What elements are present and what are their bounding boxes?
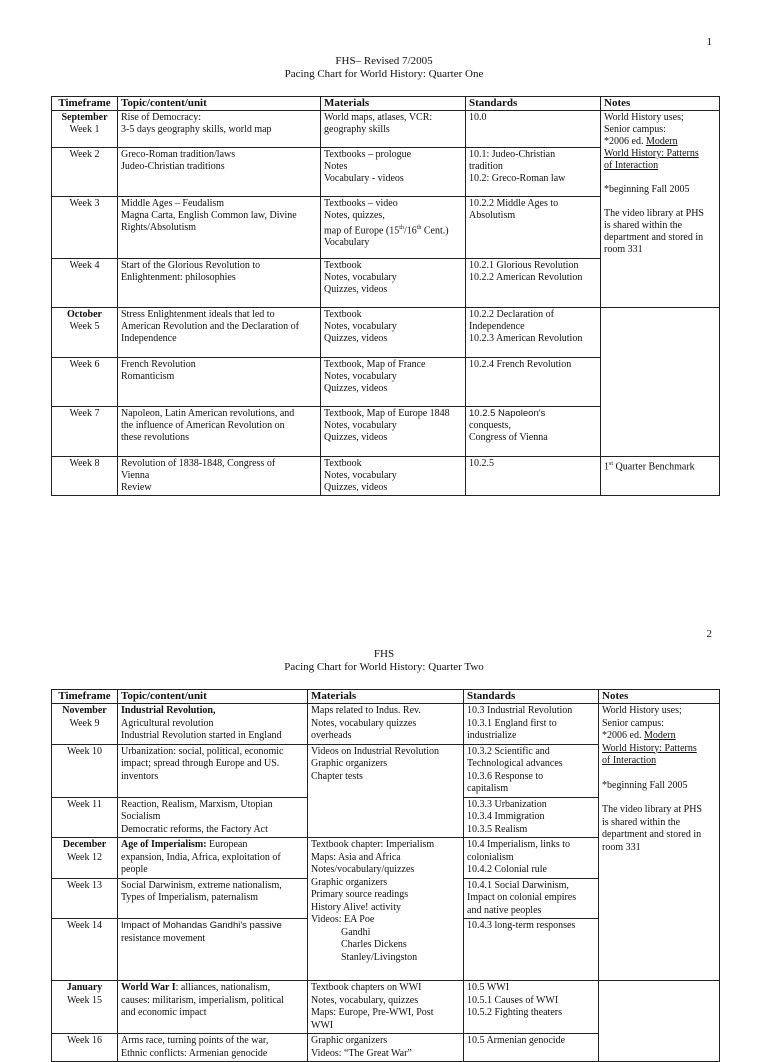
standards-line: 10.4 Imperialism, links to xyxy=(467,839,571,850)
notes-line: The video library at PHS xyxy=(602,804,702,815)
topic-text: : alliances, nationalism, xyxy=(175,982,271,993)
standards-cell xyxy=(464,797,599,838)
standards-line: conquests, xyxy=(469,420,511,431)
table-row xyxy=(52,981,720,1034)
week-label: Week 15 xyxy=(66,994,102,1006)
topic-cell xyxy=(118,704,308,745)
timeframe-cell xyxy=(52,259,118,308)
topic-line: Judeo-Christian traditions xyxy=(121,161,225,172)
topic-line: Types of Imperialism, paternalism xyxy=(121,892,259,903)
materials-line: Graphic organizers xyxy=(311,876,388,888)
topic-line xyxy=(121,982,304,995)
page-title xyxy=(0,648,768,674)
standards-line: 10.2.3 American Revolution xyxy=(469,333,583,344)
month-label: December xyxy=(62,839,107,850)
topic-cell xyxy=(118,308,321,358)
month-label: September xyxy=(61,112,108,123)
notes-line: department and stored in xyxy=(602,829,702,840)
notes-line: is shared within the xyxy=(602,816,681,828)
standards-line: colonialism xyxy=(467,851,514,863)
week-label: Week 3 xyxy=(69,198,100,209)
textbook-title: Modern xyxy=(643,730,676,741)
topic-line: causes: militarism, imperialism, political xyxy=(121,994,285,1006)
week-label: Week 14 xyxy=(66,920,102,931)
standards-cell xyxy=(464,704,599,745)
week-label: Week 2 xyxy=(69,149,100,160)
standards-line: capitalism xyxy=(467,783,509,794)
topic-line: expansion, India, Africa, exploitation of xyxy=(121,851,281,863)
textbook-title: of Interaction xyxy=(602,755,657,766)
topic-line: inventors xyxy=(121,770,159,782)
standards-line: 10.5.1 Causes of WWI xyxy=(467,994,559,1006)
table-header-row xyxy=(52,690,720,704)
week-label: Week 6 xyxy=(69,359,100,370)
week-label: Week 4 xyxy=(69,260,100,271)
standards-line: 10.2.2 American Revolution xyxy=(469,272,583,283)
materials-line: Textbook xyxy=(324,260,362,271)
standards-cell xyxy=(464,981,599,1034)
topic-line: Start of the Glorious Revolution to xyxy=(121,260,261,271)
materials-line: Quizzes, videos xyxy=(324,432,388,443)
topic-line xyxy=(121,839,304,852)
standards-line: 10.3.3 Urbanization xyxy=(467,798,547,810)
materials-line: Vocabulary - videos xyxy=(324,173,404,184)
topic-line: Napoleon, Latin American revolutions, and xyxy=(121,408,295,419)
video-title: Charles Dickens xyxy=(341,939,407,950)
notes-text: Quarter Benchmark xyxy=(613,461,695,473)
notes-text: *2006 ed. xyxy=(602,730,644,741)
superscript: st xyxy=(609,461,614,467)
topic-line: Magna Carta, English Common law, Divine xyxy=(121,210,297,221)
topic-heading: World War I xyxy=(121,982,176,993)
topic-line: people xyxy=(121,864,148,875)
textbook-title: Modern xyxy=(645,136,678,147)
standards-line: 10.2.1 Glorious Revolution xyxy=(469,260,579,271)
materials-cell xyxy=(321,358,466,407)
materials-line: World maps, atlases, VCR: xyxy=(324,112,433,123)
topic-cell xyxy=(118,259,321,308)
header-timeframe: Timeframe xyxy=(52,97,118,111)
standards-line: Congress of Vienna xyxy=(469,432,548,443)
pacing-table-q2 xyxy=(51,689,720,1062)
materials-cell xyxy=(321,259,466,308)
standards-line: industrialize xyxy=(467,730,517,741)
topic-cell xyxy=(118,1034,308,1062)
timeframe-cell xyxy=(52,838,118,879)
header-notes: Notes xyxy=(599,690,720,704)
topic-heading: Age of Imperialism: xyxy=(121,839,207,850)
notes-line: is shared within the xyxy=(604,220,683,231)
topic-cell xyxy=(118,878,308,919)
materials-cell xyxy=(321,111,466,148)
timeframe-cell xyxy=(52,197,118,259)
standards-line: 10.2.2 Declaration of xyxy=(469,309,554,320)
standards-line: 10.1: Judeo-Christian xyxy=(469,149,556,160)
standards-cell xyxy=(466,358,601,407)
materials-line: Notes, vocabulary quizzes xyxy=(311,717,417,729)
notes-line: Senior campus: xyxy=(602,717,664,729)
page-number: 1 xyxy=(706,36,712,48)
materials-line: Maps: Europe, Pre-WWI, Post xyxy=(311,1007,434,1018)
header-topic: Topic/content/unit xyxy=(118,97,321,111)
materials-line: Notes, vocabulary xyxy=(324,420,397,431)
materials-line: Textbook chapters on WWI xyxy=(311,982,422,993)
topic-cell xyxy=(118,148,321,197)
materials-line: Notes, quizzes, xyxy=(324,210,385,221)
standards-cell xyxy=(464,744,599,797)
topic-cell xyxy=(118,407,321,457)
standards-line: 10.0 xyxy=(469,112,487,123)
topic-line: French Revolution xyxy=(121,359,196,370)
materials-line: Videos on Industrial Revolution xyxy=(311,745,439,757)
page-number: 2 xyxy=(706,628,712,640)
materials-line: Videos: “The Great War” xyxy=(311,1047,412,1059)
textbook-title: of Interaction xyxy=(604,160,659,171)
standards-line: 10.2: Greco-Roman law xyxy=(469,173,566,184)
topic-line: Socialism xyxy=(121,811,161,822)
month-label: November xyxy=(62,705,107,716)
topic-cell xyxy=(118,838,308,879)
topic-cell xyxy=(118,111,321,148)
timeframe-cell xyxy=(52,878,118,919)
materials-line: Vocabulary xyxy=(324,237,370,249)
topic-line: Impact of Mohandas Gandhi's passive xyxy=(121,920,282,931)
materials-line: Notes, vocabulary, quizzes xyxy=(311,994,419,1006)
standards-cell xyxy=(466,308,601,358)
timeframe-cell xyxy=(52,407,118,457)
materials-line: Notes, vocabulary xyxy=(324,272,397,283)
standards-cell xyxy=(464,878,599,919)
standards-line: 10.3.4 Immigration xyxy=(467,811,545,822)
materials-line: Textbooks – prologue xyxy=(324,149,412,160)
topic-cell xyxy=(118,197,321,259)
standards-line: 10.3.6 Response to xyxy=(467,770,544,782)
topic-line: Agricultural revolution xyxy=(121,717,214,729)
standards-cell xyxy=(466,197,601,259)
table-header-row xyxy=(52,97,720,111)
materials-line: geography skills xyxy=(324,124,390,135)
header-topic: Topic/content/unit xyxy=(118,690,308,704)
timeframe-cell xyxy=(52,358,118,407)
textbook-title: World History: Patterns xyxy=(604,148,699,159)
header-timeframe: Timeframe xyxy=(52,690,118,704)
timeframe-cell xyxy=(52,111,118,148)
materials-cell xyxy=(308,981,464,1034)
topic-heading: Industrial Revolution, xyxy=(121,705,216,716)
notes-line: room 331 xyxy=(602,841,641,853)
superscript: th xyxy=(416,225,422,231)
standards-line: 10.2.4 French Revolution xyxy=(469,359,572,370)
week-label: Week 1 xyxy=(69,124,100,135)
notes-cell xyxy=(599,981,720,1062)
standards-line: 10.3.1 England first to xyxy=(467,717,557,729)
topic-line: Ethnic conflicts: Armenian genocide xyxy=(121,1047,268,1059)
topic-line: Reaction, Realism, Marxism, Utopian xyxy=(121,798,273,810)
benchmark-note xyxy=(604,458,716,473)
week-label: Week 9 xyxy=(69,717,100,729)
standards-line: 10.4.2 Colonial rule xyxy=(467,864,547,875)
topic-line: Review xyxy=(121,482,152,493)
standards-line: 10.3 Industrial Revolution xyxy=(467,705,573,716)
topic-line: resistance movement xyxy=(121,932,206,944)
header-standards: Standards xyxy=(464,690,599,704)
materials-cell xyxy=(321,148,466,197)
header-materials: Materials xyxy=(308,690,464,704)
topic-line: Greco-Roman tradition/laws xyxy=(121,149,236,160)
header-materials: Materials xyxy=(321,97,466,111)
timeframe-cell xyxy=(52,148,118,197)
topic-line: Industrial Revolution started in England xyxy=(121,730,282,741)
materials-text: Cent.) xyxy=(421,225,449,237)
materials-cell xyxy=(308,1034,464,1062)
materials-line: Graphic organizers xyxy=(311,758,388,769)
materials-line: Videos: EA Poe xyxy=(311,914,375,925)
header-notes: Notes xyxy=(601,97,720,111)
topic-line: Romanticism xyxy=(121,371,175,382)
topic-cell xyxy=(118,981,308,1034)
standards-cell xyxy=(466,148,601,197)
header-standards: Standards xyxy=(466,97,601,111)
notes-line: department and stored in xyxy=(604,232,704,243)
materials-line: Quizzes, videos xyxy=(324,284,388,295)
timeframe-cell xyxy=(52,981,118,1034)
topic-line: Independence xyxy=(121,333,177,344)
materials-line: WWI xyxy=(311,1019,334,1031)
standards-line: 10.2.5 xyxy=(469,458,494,469)
materials-line: Maps: Asia and Africa xyxy=(311,851,401,863)
topic-line: Middle Ages – Feudalism xyxy=(121,198,225,209)
notes-line: *beginning Fall 2005 xyxy=(602,779,688,791)
standards-line: Absolutism xyxy=(469,210,516,221)
standards-cell xyxy=(466,111,601,148)
timeframe-cell xyxy=(52,457,118,496)
materials-line: Notes xyxy=(324,161,348,172)
timeframe-cell xyxy=(52,744,118,797)
topic-line: Revolution of 1838-1848, Congress of xyxy=(121,458,276,469)
week-label: Week 7 xyxy=(69,408,100,419)
standards-line: tradition xyxy=(469,161,503,172)
materials-line: Textbook, Map of Europe 1848 xyxy=(324,408,450,419)
notes-line: *beginning Fall 2005 xyxy=(604,184,690,195)
month-label: January xyxy=(66,982,103,993)
materials-cell xyxy=(308,704,464,745)
topic-line: and economic impact xyxy=(121,1007,207,1018)
standards-cell xyxy=(466,259,601,308)
materials-line: Notes, vocabulary xyxy=(324,470,397,481)
materials-cell xyxy=(308,744,464,838)
materials-line: Textbook chapter: Imperialism xyxy=(311,839,435,850)
notes-cell xyxy=(601,111,720,308)
topic-line: Vienna xyxy=(121,470,150,481)
week-label: Week 12 xyxy=(66,851,102,863)
materials-line: History Alive! activity xyxy=(311,901,401,913)
standards-line: Impact on colonial empires xyxy=(467,892,577,903)
week-label: Week 16 xyxy=(66,1035,102,1046)
topic-line: Rise of Democracy: xyxy=(121,112,201,123)
standards-line: 10.5 Armenian genocide xyxy=(467,1035,566,1046)
week-label: Week 13 xyxy=(66,879,102,891)
materials-line xyxy=(324,222,462,237)
title-line-2: Pacing Chart for World History: Quarter One xyxy=(284,68,484,80)
table-row xyxy=(52,457,720,496)
table-row xyxy=(52,308,720,358)
materials-cell xyxy=(321,197,466,259)
notes-line: Senior campus: xyxy=(604,124,666,135)
standards-line: 10.4.1 Social Darwinism, xyxy=(467,879,569,891)
video-title: Gandhi xyxy=(341,926,371,938)
notes-text: 1 xyxy=(604,461,609,473)
standards-cell xyxy=(464,1034,599,1062)
materials-cell xyxy=(321,407,466,457)
topic-line: these revolutions xyxy=(121,432,190,443)
materials-cell xyxy=(321,308,466,358)
topic-line: Social Darwinism, extreme nationalism, xyxy=(121,879,282,891)
notes-cell xyxy=(599,704,720,981)
topic-cell xyxy=(118,358,321,407)
title-line-1: FHS xyxy=(373,648,395,660)
notes-cell xyxy=(601,457,720,496)
table-row xyxy=(52,704,720,745)
page-title xyxy=(0,55,768,81)
topic-line: Rights/Absolutism xyxy=(121,222,197,233)
materials-line: Textbook xyxy=(324,309,362,320)
standards-line: 10.3.5 Realism xyxy=(467,823,528,835)
topic-line: American Revolution and the Declaration of xyxy=(121,321,299,332)
notes-line: room 331 xyxy=(604,244,643,255)
notes-cell xyxy=(601,308,720,457)
standards-line: 10.5 WWI xyxy=(467,982,510,993)
materials-line: Quizzes, videos xyxy=(324,333,388,344)
standards-line: Technological advances xyxy=(467,758,563,769)
materials-line: Notes, vocabulary xyxy=(324,371,397,382)
title-line-2: Pacing Chart for World History: Quarter Two xyxy=(284,661,484,673)
standards-line: Independence xyxy=(469,321,525,332)
materials-line: Graphic organizers xyxy=(311,1035,388,1046)
standards-line: 10.2.2 Middle Ages to xyxy=(469,198,559,209)
materials-line: Textbook xyxy=(324,458,362,469)
textbook-title: World History: Patterns xyxy=(602,742,697,754)
materials-line: Quizzes, videos xyxy=(324,482,388,493)
month-label: October xyxy=(67,309,102,320)
table-row xyxy=(52,111,720,148)
materials-line: Notes/vocabulary/quizzes xyxy=(311,864,415,875)
topic-line: Stress Enlightenment ideals that led to xyxy=(121,309,275,320)
topic-line: Enlightenment: philosophies xyxy=(121,272,236,283)
standards-cell xyxy=(464,919,599,981)
notes-line xyxy=(604,136,716,148)
topic-line: Urbanization: social, political, economic xyxy=(121,745,284,757)
topic-line: Arms race, turning points of the war, xyxy=(121,1035,269,1046)
materials-text: /16 xyxy=(403,225,417,237)
materials-line: Notes, vocabulary xyxy=(324,321,397,332)
notes-line: World History uses; xyxy=(604,112,684,123)
topic-cell xyxy=(118,797,308,838)
materials-line: Maps related to Indus. Rev. xyxy=(311,705,421,716)
standards-line: 10.2.5 Napoleon's xyxy=(469,408,546,419)
page-two xyxy=(0,620,768,1059)
week-label: Week 10 xyxy=(66,745,102,757)
topic-line: Democratic reforms, the Factory Act xyxy=(121,823,268,835)
pacing-table-q1 xyxy=(51,96,720,496)
notes-line xyxy=(602,730,716,743)
materials-line: Chapter tests xyxy=(311,770,363,782)
materials-line: Primary source readings xyxy=(311,889,409,900)
materials-text: map of Europe (15 xyxy=(324,225,400,237)
notes-line: The video library at PHS xyxy=(604,208,704,219)
week-label: Week 8 xyxy=(69,458,100,469)
notes-text: *2006 ed. xyxy=(604,136,646,147)
standards-line: 10.4.3 long-term responses xyxy=(467,920,576,931)
standards-cell xyxy=(464,838,599,879)
timeframe-cell xyxy=(52,919,118,981)
topic-cell xyxy=(118,457,321,496)
week-label: Week 11 xyxy=(67,798,102,810)
title-line-1: FHS– Revised 7/2005 xyxy=(335,55,433,67)
topic-line: 3-5 days geography skills, world map xyxy=(121,124,272,135)
materials-line: overheads xyxy=(311,730,352,741)
timeframe-cell xyxy=(52,704,118,745)
materials-line: Textbooks – video xyxy=(324,198,398,209)
standards-line: 10.3.2 Scientific and xyxy=(467,745,550,757)
topic-line: the influence of American Revolution on xyxy=(121,420,285,431)
materials-cell xyxy=(308,838,464,981)
video-title: Stanley/Livingston xyxy=(341,951,418,963)
timeframe-cell xyxy=(52,797,118,838)
superscript: th xyxy=(399,225,404,231)
standards-line: 10.5.2 Fighting theaters xyxy=(467,1007,562,1018)
week-label: Week 5 xyxy=(69,321,100,332)
standards-cell xyxy=(466,457,601,496)
materials-line: Textbook, Map of France xyxy=(324,359,426,370)
standards-cell xyxy=(466,407,601,457)
materials-cell xyxy=(321,457,466,496)
topic-text: European xyxy=(206,839,248,850)
topic-cell xyxy=(118,744,308,797)
materials-line: Quizzes, videos xyxy=(324,383,388,394)
topic-line: impact; spread through Europe and US. xyxy=(121,758,280,769)
standards-line: and native peoples xyxy=(467,904,542,916)
notes-line: World History uses; xyxy=(602,705,682,716)
timeframe-cell xyxy=(52,1034,118,1062)
topic-cell xyxy=(118,919,308,981)
timeframe-cell xyxy=(52,308,118,358)
